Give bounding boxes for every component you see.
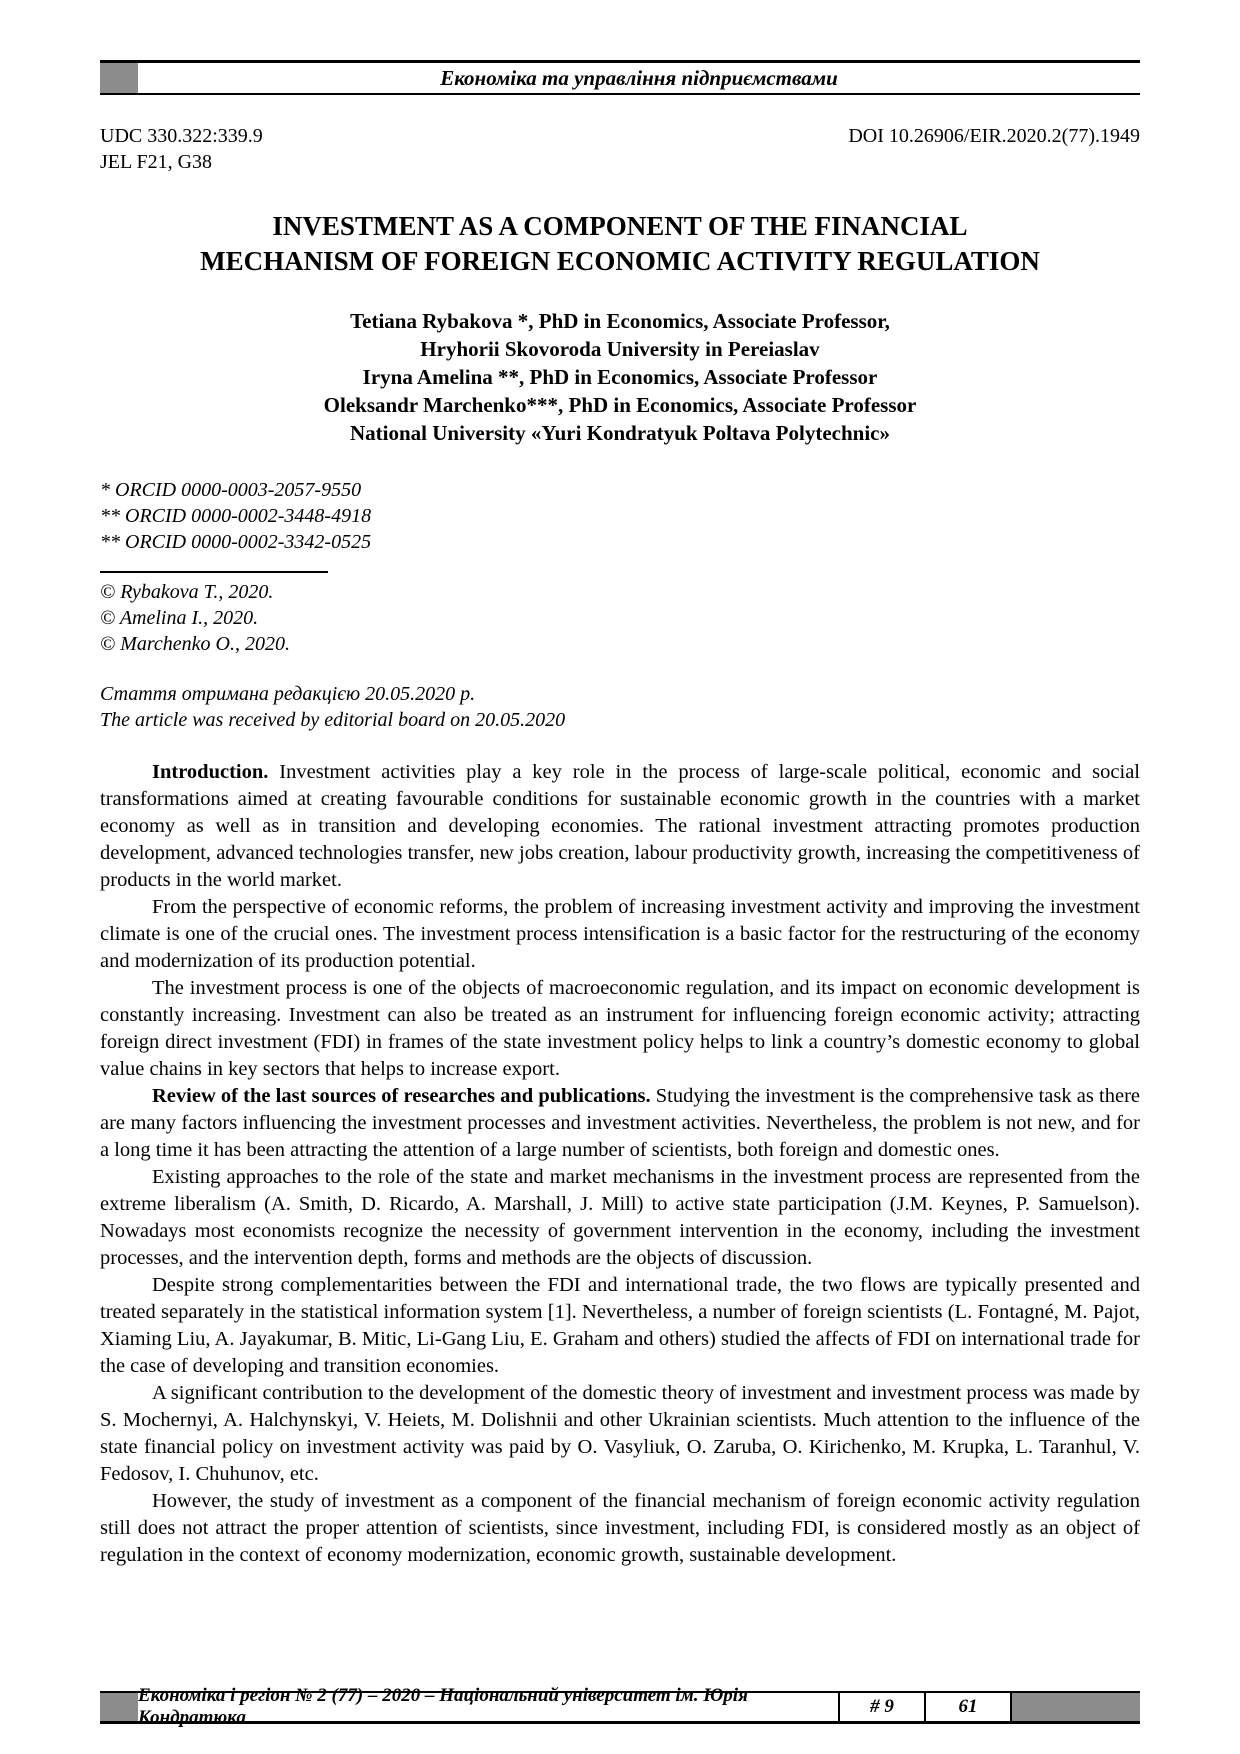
article-body	[100, 759, 1140, 1569]
author-affiliation: National University «Yuri Kondratyuk Poltava Polytechnic»	[350, 421, 890, 445]
author-affiliation: Hryhorii Skovoroda University in Pereiaslav	[420, 337, 820, 361]
paragraph-lead: Review of the last sources of researches and publications.	[152, 1085, 656, 1107]
footer-gray-block-left	[100, 1693, 138, 1721]
journal-section-title: Економіка та управління підприємствами	[440, 66, 838, 90]
footer-page-number: 61	[924, 1693, 1010, 1721]
received-note-en: The article was received by editorial board on 20.05.2020	[100, 709, 566, 731]
paragraph-text: However, the study of investment as a component of the financial mechanism of foreign economic activity regulation still does not attract the proper attention of scientists, since investment, including FDI, is considered mostly as an object of regulation in the context of economy modernization, economic growth, sustainable development.	[100, 1490, 1140, 1566]
copyright-line: © Marchenko O., 2020.	[100, 633, 290, 655]
authors-block	[100, 307, 1140, 447]
footer-gray-block-right	[1010, 1693, 1140, 1721]
paragraph-text: Existing approaches to the role of the state and market mechanisms in the investment process are represented from the extreme liberalism (A. Smith, D. Ricardo, A. Marshall, J. Mill) to active state participation (J.M. Keynes, P. Samuelson). Nowadays most economists recognize the necessity of government intervention in the economy, including the investment processes, and the intervention depth, forms and methods are the objects of discussion.	[100, 1166, 1140, 1269]
footer-journal-line: Економіка і регіон № 2 (77) – 2020 – Національний університет ім. Юрія Кондратюка	[138, 1685, 748, 1728]
orcid-line: ** ORCID 0000-0002-3448-4918	[100, 505, 372, 527]
paragraph	[100, 1488, 1140, 1569]
article-title-line-1: INVESTMENT AS A COMPONENT OF THE FINANCIAL	[272, 211, 968, 241]
footer-bar	[100, 1685, 1140, 1728]
author-line: Iryna Amelina **, PhD in Economics, Associate Professor	[362, 365, 878, 389]
paragraph	[100, 1164, 1140, 1272]
paragraph-text: A significant contribution to the development of the domestic theory of investment and investment process was made by S. Mochernyi, A. Halchynskyi, V. Heiets, M. Dolishnii and other Ukrainian scientists. Much attention to the influence of the state financial policy on investment activity was paid by O. Vasyliuk, O. Zaruba, O. Kirichenko, M. Krupka, L. Taranhul, V. Fedosov, I. Chuhunov, etc.	[100, 1382, 1140, 1485]
copyright-line: © Rybakova T., 2020.	[100, 581, 274, 603]
paragraph	[100, 894, 1140, 975]
meta-row	[100, 123, 1140, 149]
divider-rule	[100, 571, 328, 573]
copyright-block	[100, 579, 1140, 657]
received-block	[100, 681, 1140, 733]
paragraph-lead: Introduction.	[152, 761, 280, 783]
orcid-block	[100, 477, 1140, 555]
jel-code: JEL F21, G38	[100, 151, 213, 173]
paragraph-text: From the perspective of economic reforms, the problem of increasing investment activity and improving the investment climate is one of the crucial ones. The investment process intensification is a basic factor for the restructuring of the economy and modernization of its production potential.	[100, 896, 1140, 972]
paragraph-review	[100, 1083, 1140, 1164]
header-gray-block-left	[100, 63, 138, 93]
received-note-uk: Стаття отримана редакцією 20.05.2020 р.	[100, 683, 476, 705]
paragraph-introduction	[100, 759, 1140, 894]
orcid-line: ** ORCID 0000-0002-3342-0525	[100, 531, 372, 553]
author-line: Oleksandr Marchenko***, PhD in Economics, Associate Professor	[323, 393, 917, 417]
paragraph	[100, 1380, 1140, 1488]
doi-code: DOI 10.26906/EIR.2020.2(77).1949	[848, 125, 1140, 147]
author-line: Tetiana Rybakova *, PhD in Economics, Associate Professor,	[350, 309, 890, 333]
paragraph-text: Investment activities play a key role in the process of large-scale political, economic and social transformations aimed at creating favourable conditions for sustainable economic growth in the countries with a market economy as well as in transition and developing economies. The rational investment attracting promotes production development, advanced technologies transfer, new jobs creation, labour productivity growth, increasing the competitiveness of products in the world market.	[100, 761, 1140, 891]
paragraph-text: Studying the investment is the comprehensive task as there are many factors influencing the investment processes and investment activities. Nevertheless, the problem is not new, and for a long time it has been attracting the attention of a large number of scientists, both foreign and domestic ones.	[100, 1085, 1140, 1161]
orcid-line: * ORCID 0000-0003-2057-9550	[100, 479, 362, 501]
udc-code: UDC 330.322:339.9	[100, 125, 263, 147]
paragraph	[100, 975, 1140, 1083]
paragraph-text: The investment process is one of the objects of macroeconomic regulation, and its impact on economic development is constantly increasing. Investment can also be treated as an instrument for influencing foreign economic activity; attracting foreign direct investment (FDI) in frames of the state investment policy helps to link a country’s domestic economy to global value chains in key sectors that helps to increase export.	[100, 977, 1140, 1080]
copyright-line: © Amelina I., 2020.	[100, 607, 259, 629]
footer-issue-mark: # 9	[838, 1693, 924, 1721]
paragraph	[100, 1272, 1140, 1380]
article-title-line-2: MECHANISM OF FOREIGN ECONOMIC ACTIVITY REGULATION	[200, 246, 1040, 276]
article-title	[100, 209, 1140, 279]
paragraph-text: Despite strong complementarities between the FDI and international trade, the two flows are typically presented and treated separately in the statistical information system [1]. Nevertheless, a number of foreign scientists (L. Fontagné, M. Pajot, Xiaming Liu, A. Jayakumar, B. Mitic, Li-Gang Liu, E. Graham and others) studied the affects of FDI on international trade for the case of developing and transition economies.	[100, 1274, 1140, 1377]
header-band	[100, 60, 1140, 95]
